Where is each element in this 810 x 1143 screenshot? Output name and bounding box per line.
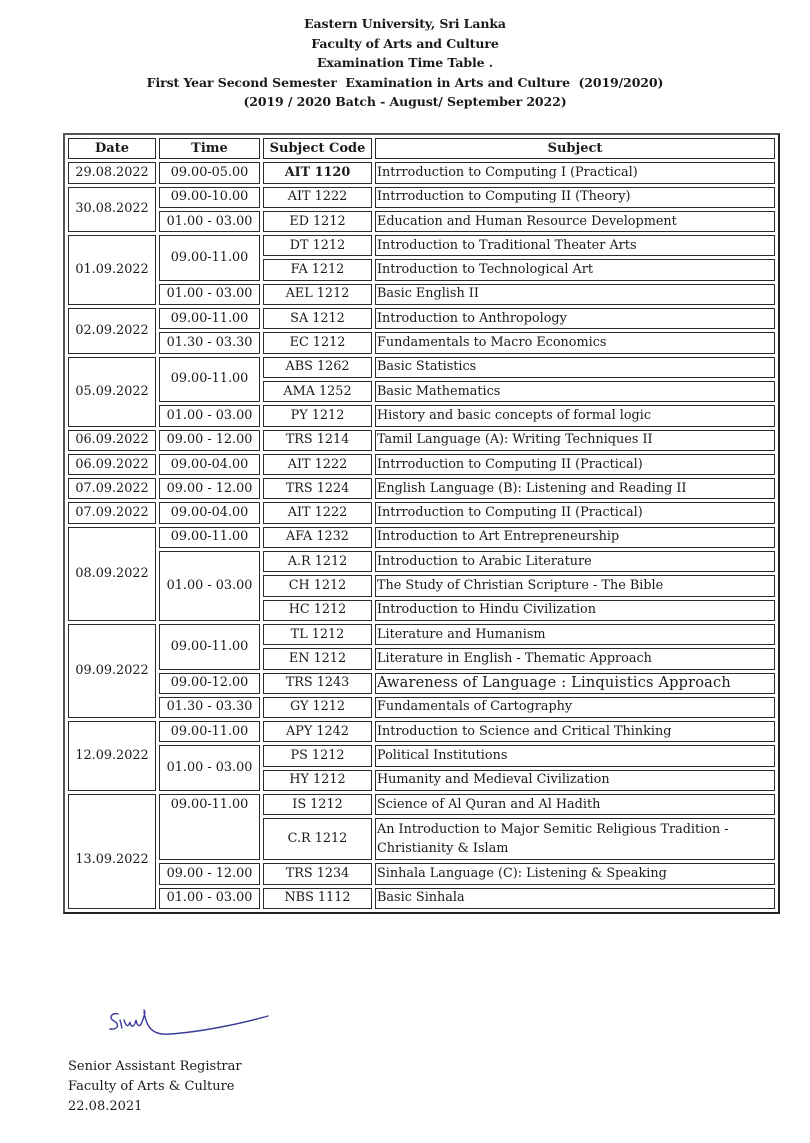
table-row	[68, 794, 775, 815]
date-cell: 02.09.2022	[68, 308, 156, 354]
subject-cell: Tamil Language (A): Writing Techniques II	[375, 430, 775, 451]
date-cell: 12.09.2022	[68, 721, 156, 791]
table-row	[68, 502, 775, 523]
subject-cell: Intrroduction to Computing II (Practical)	[375, 454, 775, 475]
subject-code-cell: AIT 1222	[263, 187, 372, 208]
subject-code-cell: AFA 1232	[263, 527, 372, 548]
subject-cell: English Language (B): Listening and Reading II	[375, 478, 775, 499]
subject-code-cell: ABS 1262	[263, 357, 372, 378]
subject-cell: Basic English II	[375, 284, 775, 305]
table-row	[68, 235, 775, 256]
subject-code-cell: NBS 1112	[263, 888, 372, 909]
date-cell: 06.09.2022	[68, 430, 156, 451]
table-row	[68, 624, 775, 645]
subject-cell: Basic Statistics	[375, 357, 775, 378]
signatory-faculty: Faculty of Arts & Culture	[68, 1079, 235, 1094]
table-row	[68, 211, 775, 232]
time-cell: 09.00 - 12.00	[159, 863, 260, 884]
subject-cell: Introduction to Anthropology	[375, 308, 775, 329]
table-row	[68, 308, 775, 329]
time-cell: 09.00-10.00	[159, 187, 260, 208]
time-cell: 01.00 - 03.00	[159, 745, 260, 791]
subject-code-cell: AIT 1222	[263, 502, 372, 523]
subject-code-cell: AEL 1212	[263, 284, 372, 305]
table-row	[68, 405, 775, 426]
subject-code-cell: AIT 1120	[263, 162, 372, 183]
exam-title: First Year Second Semester Examination in Arts and Culture (2019/2020)	[146, 74, 664, 90]
date-cell: 07.09.2022	[68, 478, 156, 499]
document-title: Examination Time Table .	[316, 55, 494, 71]
date-cell: 05.09.2022	[68, 357, 156, 427]
subject-cell: Basic Sinhala	[375, 888, 775, 909]
time-cell: 09.00-04.00	[159, 502, 260, 523]
table-row	[68, 430, 775, 451]
table-header-row	[68, 138, 775, 159]
time-cell: 09.00-05.00	[159, 162, 260, 183]
subject-cell: Intrroduction to Computing II (Practical)	[375, 502, 775, 523]
faculty-name: Faculty of Arts and Culture	[311, 35, 499, 51]
time-cell: 09.00-12.00	[159, 673, 260, 694]
subject-cell: Fundamentals to Macro Economics	[375, 332, 775, 353]
subject-code-cell: EC 1212	[263, 332, 372, 353]
table-row	[68, 187, 775, 208]
time-cell: 09.00-04.00	[159, 454, 260, 475]
subject-code-cell: DT 1212	[263, 235, 372, 256]
subject-code-cell: TRS 1224	[263, 478, 372, 499]
time-cell: 09.00-11.00	[159, 794, 260, 860]
timetable-container	[63, 133, 780, 914]
subject-cell: Intrroduction to Computing I (Practical)	[375, 162, 775, 183]
table-row	[68, 721, 775, 742]
signature-block	[68, 1057, 242, 1117]
date-cell: 06.09.2022	[68, 454, 156, 475]
subject-cell: Introduction to Technological Art	[375, 259, 775, 280]
subject-cell: Education and Human Resource Development	[375, 211, 775, 232]
column-header-date: Date	[68, 138, 156, 159]
subject-code-cell: C.R 1212	[263, 818, 372, 860]
subject-code-cell: APY 1242	[263, 721, 372, 742]
subject-cell: Introduction to Hindu Civilization	[375, 600, 775, 621]
subject-cell: Introduction to Arabic Literature	[375, 551, 775, 572]
subject-code-cell: HC 1212	[263, 600, 372, 621]
subject-code-cell: TRS 1234	[263, 863, 372, 884]
subject-cell: Awareness of Language : Linquistics Approach	[375, 673, 775, 694]
exam-timetable	[63, 133, 780, 914]
batch-info: (2019 / 2020 Batch - August/ September 2022)	[243, 94, 567, 110]
time-cell: 01.00 - 03.00	[159, 211, 260, 232]
subject-code-cell: A.R 1212	[263, 551, 372, 572]
table-row	[68, 454, 775, 475]
subject-cell: Introduction to Art Entrepreneurship	[375, 527, 775, 548]
table-row	[68, 284, 775, 305]
table-row	[68, 745, 775, 766]
subject-code-cell: TL 1212	[263, 624, 372, 645]
table-row	[68, 888, 775, 909]
time-cell: 09.00 - 12.00	[159, 478, 260, 499]
subject-cell: History and basic concepts of formal logic	[375, 405, 775, 426]
subject-cell: Political Institutions	[375, 745, 775, 766]
subject-cell: Introduction to Traditional Theater Arts	[375, 235, 775, 256]
document-header	[0, 14, 810, 112]
subject-cell: The Study of Christian Scripture - The Bible	[375, 575, 775, 596]
subject-code-cell: AMA 1252	[263, 381, 372, 402]
date-cell: 09.09.2022	[68, 624, 156, 718]
subject-code-cell: SA 1212	[263, 308, 372, 329]
time-cell: 09.00 - 12.00	[159, 430, 260, 451]
signatory-title: Senior Assistant Registrar	[68, 1059, 242, 1074]
signature-date: 22.08.2021	[68, 1099, 143, 1114]
date-cell: 07.09.2022	[68, 502, 156, 523]
date-cell: 13.09.2022	[68, 794, 156, 909]
subject-cell: An Introduction to Major Semitic Religious Tradition - Christianity & Islam	[375, 818, 775, 860]
subject-cell: Sinhala Language (C): Listening & Speaking	[375, 863, 775, 884]
subject-cell: Introduction to Science and Critical Thinking	[375, 721, 775, 742]
subject-cell: Science of Al Quran and Al Hadith	[375, 794, 775, 815]
table-row	[68, 551, 775, 572]
subject-code-cell: ED 1212	[263, 211, 372, 232]
table-row	[68, 357, 775, 378]
time-cell: 09.00-11.00	[159, 308, 260, 329]
subject-code-cell: IS 1212	[263, 794, 372, 815]
table-row	[68, 478, 775, 499]
table-row	[68, 162, 775, 183]
table-row	[68, 332, 775, 353]
date-cell: 01.09.2022	[68, 235, 156, 305]
subject-cell: Literature and Humanism	[375, 624, 775, 645]
date-cell: 30.08.2022	[68, 187, 156, 233]
subject-cell: Literature in English - Thematic Approach	[375, 648, 775, 669]
time-cell: 01.00 - 03.00	[159, 284, 260, 305]
time-cell: 01.00 - 03.00	[159, 405, 260, 426]
table-row	[68, 527, 775, 548]
date-cell: 29.08.2022	[68, 162, 156, 183]
subject-code-cell: HY 1212	[263, 770, 372, 791]
time-cell: 01.30 - 03.30	[159, 697, 260, 718]
subject-code-cell: PY 1212	[263, 405, 372, 426]
date-cell: 08.09.2022	[68, 527, 156, 621]
column-header-subject: Subject	[375, 138, 775, 159]
subject-code-cell: TRS 1214	[263, 430, 372, 451]
subject-code-cell: FA 1212	[263, 259, 372, 280]
time-cell: 09.00-11.00	[159, 721, 260, 742]
university-name: Eastern University, Sri Lanka	[304, 16, 506, 31]
column-header-subject-code: Subject Code	[263, 138, 372, 159]
subject-code-cell: TRS 1243	[263, 673, 372, 694]
subject-code-cell: GY 1212	[263, 697, 372, 718]
time-cell: 01.00 - 03.00	[159, 551, 260, 621]
time-cell: 09.00-11.00	[159, 624, 260, 670]
subject-code-cell: PS 1212	[263, 745, 372, 766]
time-cell: 01.00 - 03.00	[159, 888, 260, 909]
subject-code-cell: CH 1212	[263, 575, 372, 596]
time-cell: 01.30 - 03.30	[159, 332, 260, 353]
subject-cell: Fundamentals of Cartography	[375, 697, 775, 718]
time-cell: 09.00-11.00	[159, 235, 260, 281]
subject-cell: Humanity and Medieval Civilization	[375, 770, 775, 791]
table-row	[68, 697, 775, 718]
table-row	[68, 673, 775, 694]
time-cell: 09.00-11.00	[159, 357, 260, 403]
table-row	[68, 863, 775, 884]
signature-image	[100, 1002, 280, 1042]
subject-cell: Basic Mathematics	[375, 381, 775, 402]
column-header-time: Time	[159, 138, 260, 159]
subject-cell: Intrroduction to Computing II (Theory)	[375, 187, 775, 208]
subject-code-cell: AIT 1222	[263, 454, 372, 475]
subject-code-cell: EN 1212	[263, 648, 372, 669]
time-cell: 09.00-11.00	[159, 527, 260, 548]
